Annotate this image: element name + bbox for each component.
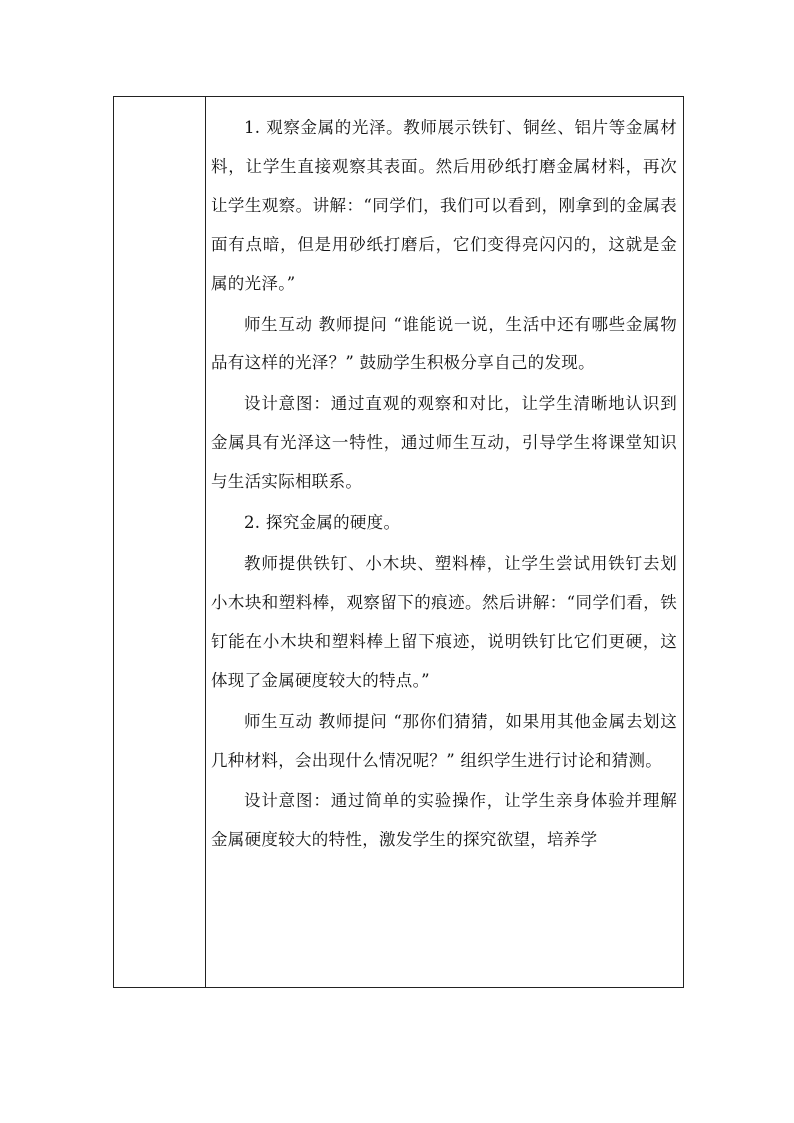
table-content-cell	[206, 97, 683, 987]
paragraph-hardness-experiment: 教师提供铁钉、小木块、塑料棒，让学生尝试用铁钉去划小木块和塑料棒，观察留下的痕迹。然后讲解：“同学们看，铁钉能在小木块和塑料棒上留下痕迹，说明铁钉比它们更硬，这体现了金属硬度较大的特点。”	[211, 553, 677, 690]
paragraph-interaction-luster: 师生互动 教师提问 “谁能说一说，生活中还有哪些金属物品有这样的光泽？” 鼓励学生积极分享自己的发现。	[211, 314, 677, 373]
paragraph-design-intent-luster: 设计意图：通过直观的观察和对比，让学生清晰地认识到金属具有光泽这一特性，通过师生互动，引导学生将课堂知识与生活实际相联系。	[211, 394, 677, 492]
table-left-cell	[114, 97, 206, 987]
paragraph-design-intent-hardness: 设计意图：通过简单的实验操作，让学生亲身体验并理解金属硬度较大的特性，激发学生的探究欲望，培养学	[211, 791, 677, 850]
paragraph-interaction-hardness: 师生互动 教师提问 “那你们猜猜，如果用其他金属去划这几种材料，会出现什么情况呢？” 组织学生进行讨论和猜测。	[211, 711, 677, 770]
lesson-table	[113, 96, 684, 988]
paragraph-observe-luster: 1. 观察金属的光泽。教师展示铁钉、铜丝、铝片等金属材料，让学生直接观察其表面。然后用砂纸打磨金属材料，再次让学生观察。讲解：“同学们，我们可以看到，刚拿到的金属表面有点暗，但是用砂纸打磨后，它们变得亮闪闪的，这就是金属的光泽。”	[211, 118, 677, 293]
paragraph-explore-hardness-heading: 2. 探究金属的硬度。	[244, 513, 401, 533]
